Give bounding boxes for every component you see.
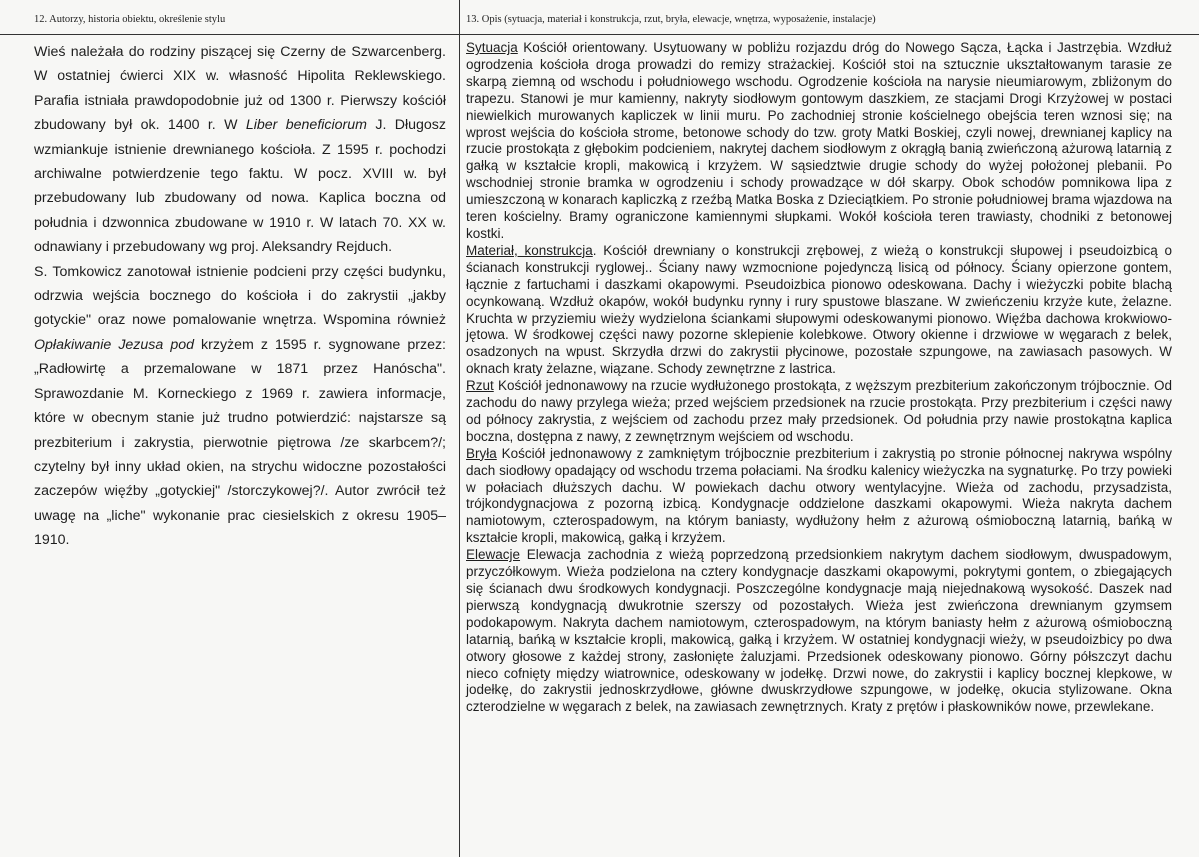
section-label: Bryła bbox=[466, 445, 497, 461]
history-column bbox=[34, 40, 446, 553]
section-sytuacja: Sytuacja Kościół orientowany. Usytuowany w pobliżu rozjazdu dróg do Nowego Sącza, Łącka i Jastrzębia. Wzdłuż ogrodzenia kościoła droga prowadzi do remizy strażackiej. Kościół stoi na sztucznie ukształtowanym tarasie ze skarpą ziemną od wschodu i południowego wschodu. Ogrodzenie kościoła na narysie nieumiarowym, zbliżonym do trapezu. Stanowi je mur kamienny, nakryty siodłowym gontowym daszkiem, ze stacjami Drogi Krzyżowej w postaci niewielkich murowanych kapliczek w linii muru. Po zachodniej stronie kościelnego obejścia teren wznosi się; na wprost wejścia do kościoła strome, betonowe schody do tzw. groty Matki Boskiej, czyli nowej, drewnianej kaplicy na rzucie prostokąta z głębokim podcieniem, nakrytej dachem siodłowym z okrągłą banią zwieńczoną ażurową latarnią z gałką w kształcie kropli, makowicą i krzyżem. W sąsiedztwie drugie schody do wyżej położonej plebanii. Po wschodniej stronie bramka w ogrodzeniu i schody prowadzące w dół skarpy. Obok schodów pomnikowa lipa z umieszczoną w konarach kapliczką z rzeźbą Matka Boska z Dzieciątkiem. Po stronie południowej brama wjazdowa na teren kościelny. Bramy ograniczone kamiennymi słupkami. Wokół kościoła teren trawiasty, chodniki z betonowej kostki. bbox=[466, 40, 1172, 241]
history-paragraph-2: S. Tomkowicz zanotował istnienie podcieni przy części budynku, odrzwia wejścia bocznego do kościoła i do zakrystii „jakby gotyckie" oraz nowe pomalowanie wnętrza. Wspomina również Opłakiwanie Jezusa pod krzyżem z 1595 r. sygnowane przez: „Radłowirtę a przemalowane w 1871 przez Hanóscha". Sprawozdanie M. Korneckiego z 1969 r. zawiera informacje, które w obecnym stanie już trudno potwierdzić: najstarsze są prezbiterium i zakrystia, pierwotnie piętrowa /ze skarbcem?/; czytelny był inny układ okien, na strychu widoczne pozostałości zaczepów więźby „gotyckiej" /storczykowej?/. Autor zwrócił też uwagę na „liche" wykonanie prac ciesielskich z okresu 1905–1910. bbox=[34, 263, 446, 549]
section-label: Materiał, konstrukcja bbox=[466, 242, 593, 258]
right-column-header: 13. Opis (sytuacja, materiał i konstrukcja, rzut, bryła, elewacje, wnętrza, wyposażenie, instalacje) bbox=[466, 14, 876, 25]
liber-beneficiorum-title: Liber beneficiorum bbox=[245, 117, 367, 134]
left-column-header: 12. Autorzy, historia obiektu, określenie stylu bbox=[34, 14, 226, 25]
header-divider bbox=[0, 34, 1199, 35]
history-paragraph-1: Wieś należała do rodziny piszącej się Czerny de Szwarcenberg. W ostatniej ćwierci XIX w. własność Hipolita Reklewskiego. Parafia istniała prawdopodobnie już od 1300 r. Pierwszy kościół zbudowany był ok. 1400 r. W Liber beneficiorum J. Długosz wzmiankuje istnienie drewnianego kościoła. Z 1595 r. pochodzi archiwalne potwierdzenie tego faktu. W pocz. XVIII w. był przebudowany lub zbudowany od nowa. Kaplica boczna od południa i dzwonnica zbudowane w 1910 r. W latach 70. XX w. odnawiany i przebudowany wg proj. Aleksandry Rejduch. bbox=[34, 44, 446, 256]
section-label: Sytuacja bbox=[466, 40, 518, 55]
column-divider bbox=[459, 0, 460, 857]
section-elewacje: Elewacje Elewacja zachodnia z wieżą poprzedzoną przedsionkiem nakrytym dachem siodłowym, dwuspadowym, przyczółkowym. Wieża podzielona na cztery kondygnacje daszkami okapowymi, pokrytymi gontem, o zbiegających się ścianach dwu środkowych kondygnacji. Poszczególne kondygnacje mają niejednakową wysokość. Daszek nad pierwszą kondygnacją dwukrotnie szerszy od pozostałych. Wieża jest zwieńczona drewnianym gzymsem podokapowym. Nakryta dachem namiotowym, czterospadowym, na którym baniasty hełm z ażurową ośmioboczną latarnią, bańką w kształcie kropli, makowicą, gałką i krzyżem. W ostatniej kondygnacji wieży, w pseudoizbicy po dwa otwory głosowe z każdej strony, zasłonięte żaluzjami. Przedsionek odeskowany pionowo. Górny półszczyt dachu nieco cofnięty między wiatrownice, odeskowany w jodełkę. Drzwi nowe, do zakrystii i kaplicy bocznej klepkowe, w jodełkę, do zakrystii jednoskrzydłowe, główne dwuskrzydłowe szpungowe, w jodełkę, okucia stylizowane. Okna czterodzielne w węgarach z belek, na zawiasach zewnętrznych. Kraty z prętów i płaskowników nowe, przewlekane. bbox=[466, 547, 1172, 715]
section-label: Elewacje bbox=[466, 547, 521, 563]
section-rzut: Rzut Kościół jednonawowy na rzucie wydłużonego prostokąta, z węższym prezbiterium zakończonym trójbocznie. Od zachodu do nawy przylega wieża; przed wejściem przedsionek na rzucie prostokąta. Przy prezbiterium i części nawy od północy zakrystia, z wejściem od zachodu przez mały przedsionek. Od południa przy nawie prostokątna kaplica boczna, dostępna z nawy, z zewnętrznym wejściem od wschodu. bbox=[466, 378, 1172, 444]
section-bryla: Bryła Kościół jednonawowy z zamkniętym trójbocznie prezbiterium i zakrystią po stronie północnej nakrywa wspólny dach siodłowy opadający od wschodu trzema połaciami. Na środku kalenicy wieżyczka na sygnaturkę. Po trzy powieki w połaciach dłuższych dachu. W powiekach dachu otwory wentylacyjne. Wieża od zachodu, przysadzista, trójkondygnacjowa z pozorną izbicą. Kondygnacje oddzielone daszkami okapowymi. Wieża nakryta dachem namiotowym, czterospadowym, na którym baniasty, wydłużony hełm z ażurową ośmioboczną latarnią, bańką w kształcie kropli, makowicą, gałką i krzyżem. bbox=[466, 445, 1172, 546]
section-label: Rzut bbox=[466, 378, 494, 394]
section-material: Materiał, konstrukcja. Kościół drewniany o konstrukcji zrębowej, z wieżą o konstrukcji słupowej i pseudoizbicą o ścianach konstrukcji ryglowej.. Ściany nawy wzmocnione pojedynczą lisicą od północy. Ściany opierzone gontem, łącznie z fartuchami i daszkami okapowymi. Pseudoizbica pionowo odeskowana. Dachy i wieżyczki pobite blachą ocynkowaną. Wzdłuż okapów, wokół budynku rynny i rury spustowe blaszane. W zwieńczeniu krzyże kute, żelazne. Kruchta w przyziemiu wieży wydzielona ściankami słupowymi odeskowanymi pionowo. Więźba dachowa krokwiowo-jętowa. W środkowej części nawy pozorne sklepienie kolebkowe. Otwory okienne i drzwiowe w węgarach z belek, osadzonych na wpust. Skrzydła drzwi do zakrystii płycinowe, pozostałe szpungowe, na zawiasach pasowych. W oknach kraty żelazne, wiązane. Schody zewnętrzne z lastrica. bbox=[466, 242, 1172, 377]
description-column bbox=[466, 40, 1172, 716]
oplakiwanie-title: Opłakiwanie Jezusa pod bbox=[34, 336, 194, 353]
